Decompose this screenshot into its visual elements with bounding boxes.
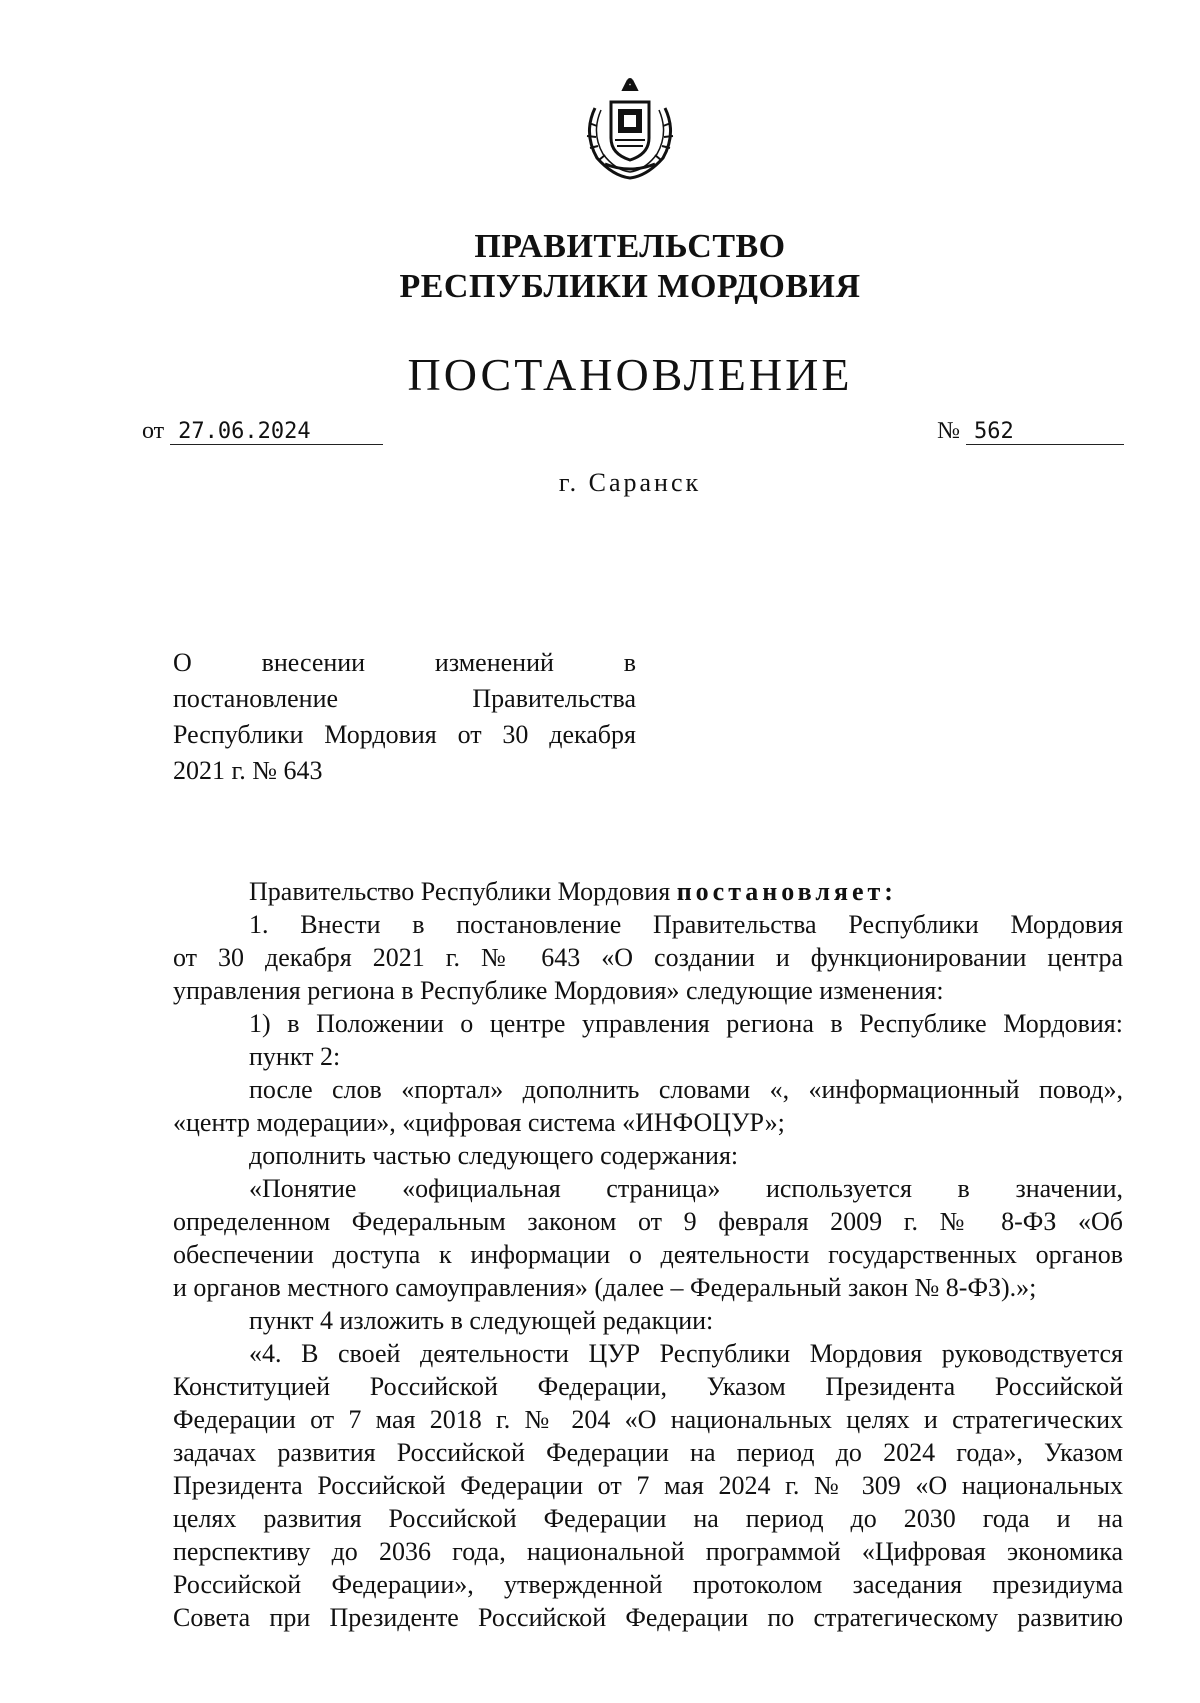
body-line: дополнить частью следующего содержания: bbox=[249, 1141, 739, 1170]
date-prefix: от bbox=[142, 418, 165, 444]
document-type-title: ПОСТАНОВЛЕНИЕ bbox=[407, 349, 853, 400]
organization-name-line2: РЕСПУБЛИКИ МОРДОВИЯ bbox=[399, 268, 861, 305]
date-number-row bbox=[142, 418, 1124, 458]
document-subject bbox=[173, 645, 636, 789]
body-line: от 30 декабря 2021 г. № 643 «О создании и функционировании центра bbox=[173, 943, 1123, 972]
number-value: 562 bbox=[966, 419, 1124, 445]
organization-name-line1: ПРАВИТЕЛЬСТВО bbox=[474, 228, 786, 265]
body-line: 1) в Положении о центре управления региона в Республике Мордовия: bbox=[249, 1009, 1123, 1038]
body-line: 1. Внести в постановление Правительства Республики Мордовия bbox=[249, 910, 1123, 939]
subject-line: постановление Правительства bbox=[173, 684, 636, 713]
body-line: Совета при Президенте Российской Федерации по стратегическому развитию bbox=[173, 1603, 1123, 1632]
body-line: Федерации от 7 мая 2018 г. № 204 «О национальных целях и стратегических bbox=[173, 1405, 1123, 1434]
body-line: пункт 4 изложить в следующей редакции: bbox=[249, 1306, 714, 1335]
document-date bbox=[142, 418, 383, 445]
date-value: 27.06.2024 bbox=[170, 419, 383, 445]
body-line: обеспечении доступа к информации о деятельности государственных органов bbox=[173, 1240, 1123, 1269]
coat-of-arms-emblem-icon bbox=[575, 78, 685, 182]
body-line: после слов «портал» дополнить словами «, «информационный повод», bbox=[249, 1075, 1123, 1104]
body-intro bbox=[173, 875, 1123, 908]
body-line: задачах развития Российской Федерации на период до 2024 года», Указом bbox=[173, 1438, 1123, 1467]
body-line: и органов местного самоуправления» (далее – Федеральный закон № 8-ФЗ).»; bbox=[173, 1273, 1037, 1302]
body-line: «Понятие «официальная страница» используется в значении, bbox=[249, 1174, 1123, 1203]
number-prefix: № bbox=[937, 418, 960, 444]
body-line: перспективу до 2036 года, национальной программой «Цифровая экономика bbox=[173, 1537, 1123, 1566]
body-line: Президента Российской Федерации от 7 мая 2024 г. № 309 «О национальных bbox=[173, 1471, 1123, 1500]
body-line: целях развития Российской Федерации на период до 2030 года и на bbox=[173, 1504, 1123, 1533]
document-body bbox=[173, 875, 1123, 1634]
subject-line: Республики Мордовия от 30 декабря bbox=[173, 720, 636, 749]
intro-text: Правительство Республики Мордовия bbox=[249, 877, 677, 906]
body-line: управления региона в Республике Мордовия» следующие изменения: bbox=[173, 976, 944, 1005]
body-line: Конституцией Российской Федерации, Указом Президента Российской bbox=[173, 1372, 1123, 1401]
subject-line: 2021 г. № 643 bbox=[173, 756, 323, 785]
subject-line: О внесении изменений в bbox=[173, 648, 636, 677]
body-line: «центр модерации», «цифровая система «ИНФОЦУР»; bbox=[173, 1108, 785, 1137]
body-line: Российской Федерации», утвержденной протоколом заседания президиума bbox=[173, 1570, 1123, 1599]
body-line: пункт 2: bbox=[249, 1042, 341, 1071]
body-line: определенном Федеральным законом от 9 февраля 2009 г. № 8-ФЗ «Об bbox=[173, 1207, 1123, 1236]
document-number bbox=[937, 418, 1124, 445]
city-name: г. Саранск bbox=[558, 468, 702, 497]
body-line: «4. В своей деятельности ЦУР Республики Мордовия руководствуется bbox=[249, 1339, 1123, 1368]
intro-emphasis: постановляет: bbox=[676, 877, 897, 906]
